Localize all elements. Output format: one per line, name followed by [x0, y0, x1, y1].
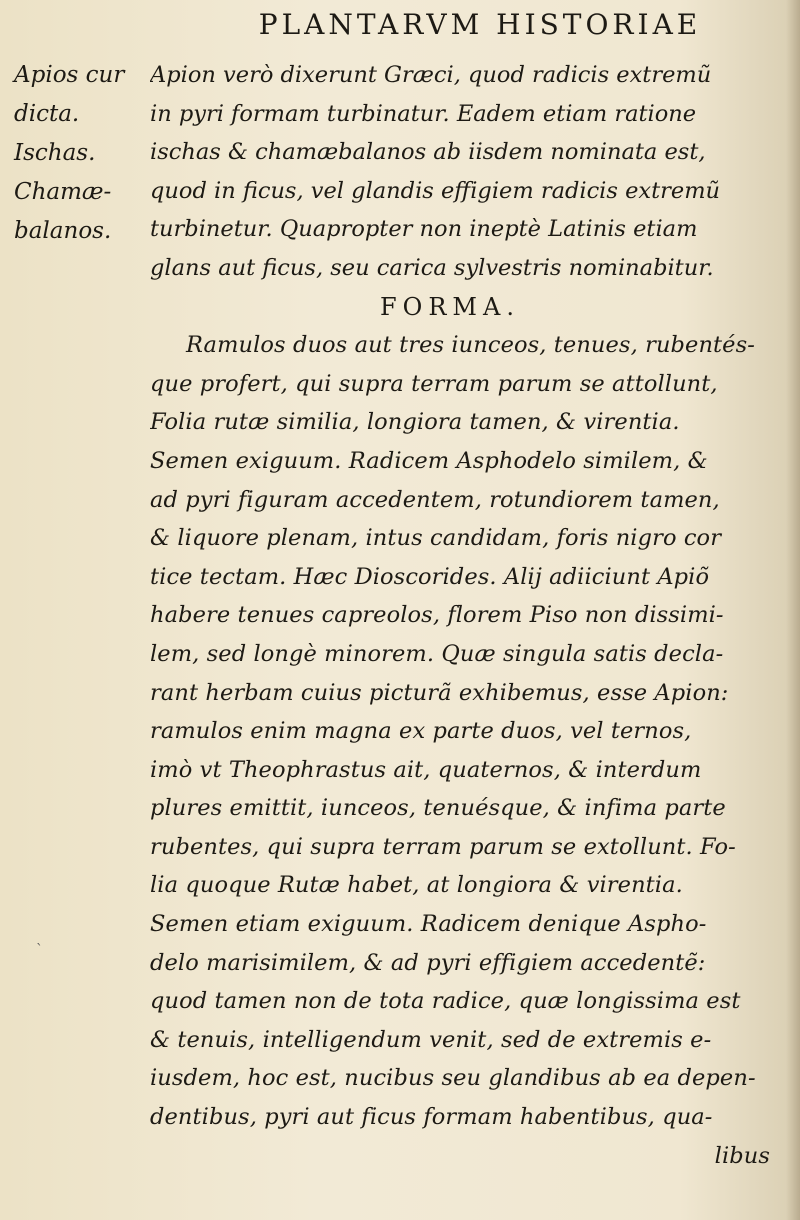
margin-note: balanos. [14, 218, 112, 244]
text-line: rubentes, qui supra terram parum se extollunt. Fo- [150, 833, 736, 860]
text-line: turbinetur. Quapropter non ineptè Latinis etiam [150, 216, 698, 243]
text-line: plures emittit, iunceos, tenuésque, & infima parte [150, 795, 726, 822]
body-text [150, 326, 790, 1175]
text-line: Folia rutæ similia, longiora tamen, & virentia. [150, 409, 680, 436]
text-line: in pyri formam turbinatur. Eadem etiam ratione [150, 100, 697, 127]
main-text [150, 56, 790, 1175]
text-line: ad pyri figuram accedentem, rotundiorem tamen, [150, 486, 720, 513]
text-line: iusdem, hoc est, nucibus seu glandibus ab ea depen- [150, 1065, 756, 1092]
section-title: FORMA. [380, 292, 520, 321]
margin-note: Apios cur [14, 62, 125, 88]
text-line: habere tenues capreolos, florem Piso non dissimi- [150, 602, 724, 629]
text-line: quod in ficus, vel glandis effigiem radicis extremũ [150, 177, 721, 204]
text-line: glans aut ficus, seu carica sylvestris nominabitur. [150, 254, 714, 281]
text-line: rant herbam cuius picturã exhibemus, esse Apion: [150, 679, 729, 706]
text-line: Semen etiam exiguum. Radicem denique Aspho- [150, 911, 707, 938]
margin-notes [14, 56, 144, 251]
text-line: Ramulos duos aut tres iunceos, tenues, rubentés- [186, 332, 755, 359]
text-line: ramulos enim magna ex parte duos, vel ternos, [150, 718, 692, 745]
text-line: Apion verò dixerunt Græci, quod radicis extremũ [150, 62, 712, 88]
text-line: tice tectam. Hæc Dioscorides. Alij adiiciunt Apiõ [150, 563, 710, 590]
text-line: lia quoque Rutæ habet, at longiora & virentia. [150, 872, 683, 899]
text-line: & liquore plenam, intus candidam, foris nigro cor [150, 525, 722, 552]
catchword: libus [714, 1142, 770, 1169]
margin-note: dicta. [14, 101, 80, 127]
text-line: quod tamen non de tota radice, quæ longissima est [150, 988, 741, 1015]
text-line: & tenuis, intelligendum venit, sed de extremis e- [150, 1026, 712, 1053]
text-line: lem, sed longè minorem. Quæ singula satis decla- [150, 640, 724, 667]
margin-note: Chamæ- [14, 179, 112, 205]
text-line: delo marisimilem, & ad pyri effigiem accedentẽ: [150, 949, 706, 976]
text-line: Semen exiguum. Radicem Asphodelo similem, & [150, 447, 708, 474]
text-line: ischas & chamæbalanos ab iisdem nominata est, [150, 139, 706, 166]
margin-note: Ischas. [14, 140, 96, 166]
margin-mark: ˋ [36, 942, 43, 958]
text-line: dentibus, pyri aut ficus formam habentibus, qua- [150, 1104, 713, 1131]
running-head: PLANTARVM HISTORIAE [258, 8, 702, 41]
text-line: que profert, qui supra terram parum se attollunt, [150, 370, 718, 397]
text-line: imò vt Theophrastus ait, quaternos, & interdum [150, 756, 702, 783]
